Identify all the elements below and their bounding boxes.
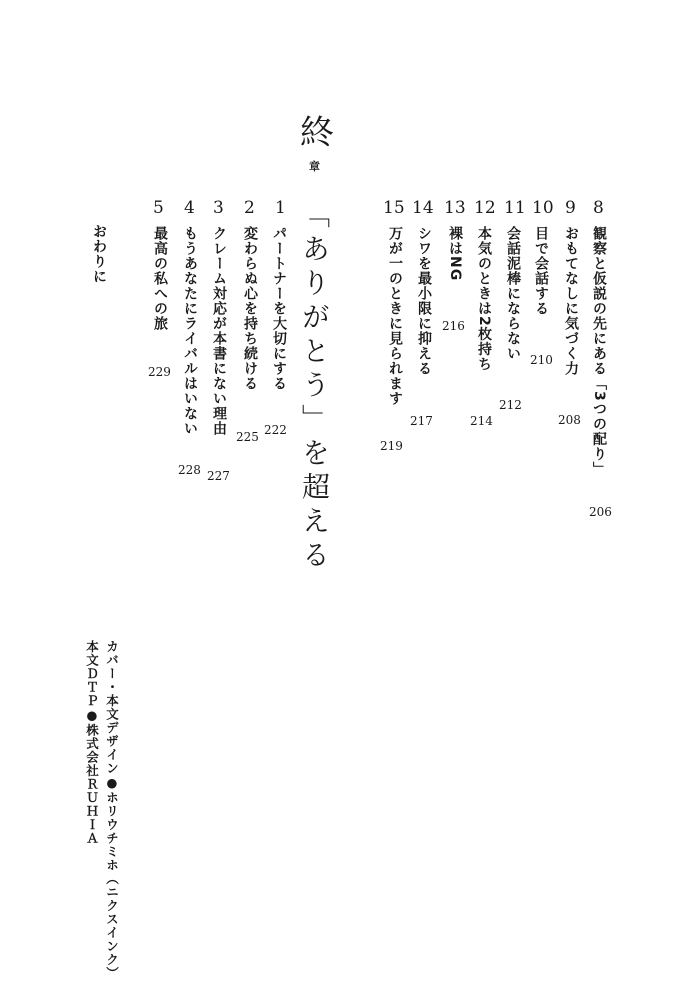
- item-page: 206: [589, 505, 612, 519]
- item-number: 1: [275, 198, 286, 218]
- item-number: 2: [244, 198, 255, 218]
- item-page: 227: [207, 469, 230, 483]
- item-number: 3: [213, 198, 224, 218]
- item-number: 15: [383, 198, 405, 218]
- item-number: 13: [444, 198, 466, 218]
- credit-design: カバー・本文デザイン●ホリウチミホ（ニクスインク）: [104, 640, 120, 980]
- item-title: シワを最小限に抑える: [416, 226, 432, 376]
- chapter-sub-label: 章: [309, 160, 320, 173]
- item-title: クレーム対応が本書にない理由: [211, 226, 227, 436]
- item-number: 14: [412, 198, 434, 218]
- item-page: 228: [178, 463, 201, 477]
- item-number: 8: [593, 198, 604, 218]
- afterword-title: おわりに: [91, 224, 107, 284]
- item-title: おもてなしに気づく力: [563, 226, 579, 376]
- item-page: 210: [530, 353, 553, 367]
- item-title: パートナーを大切にする: [271, 226, 287, 391]
- item-number: 9: [565, 198, 576, 218]
- item-title: 万が一のときに見られます: [387, 226, 403, 406]
- item-page: 212: [499, 398, 522, 412]
- chapter-title: 「ありがとう」を超える: [298, 200, 331, 574]
- item-page: 222: [264, 423, 287, 437]
- item-title: 観察と仮説の先にある「3つの配り」: [591, 226, 607, 477]
- item-page: 208: [558, 413, 581, 427]
- item-number: 4: [184, 198, 195, 218]
- item-page: 217: [410, 414, 433, 428]
- item-number: 12: [474, 198, 496, 218]
- item-number: 11: [504, 198, 526, 218]
- item-page: 229: [148, 365, 171, 379]
- chapter-label: 終: [300, 113, 334, 153]
- item-title: もうあなたにライバルはいない: [182, 226, 198, 436]
- item-page: 219: [380, 439, 403, 453]
- item-number: 5: [153, 198, 164, 218]
- item-number: 10: [532, 198, 554, 218]
- item-page: 225: [236, 430, 259, 444]
- item-title: 本気のときは2枚持ち: [476, 226, 492, 372]
- item-title: 会話泥棒にならない: [505, 226, 521, 361]
- credit-dtp: 本文ＤＴＰ●株式会社ＲＵＨＩＡ: [84, 640, 100, 845]
- item-title: 裸はNG: [447, 226, 463, 282]
- item-title: 目で会話する: [533, 226, 549, 316]
- item-page: 214: [470, 414, 493, 428]
- item-title: 変わらぬ心を持ち続ける: [242, 226, 258, 391]
- item-title: 最高の私への旅: [152, 226, 168, 331]
- item-page: 216: [442, 319, 465, 333]
